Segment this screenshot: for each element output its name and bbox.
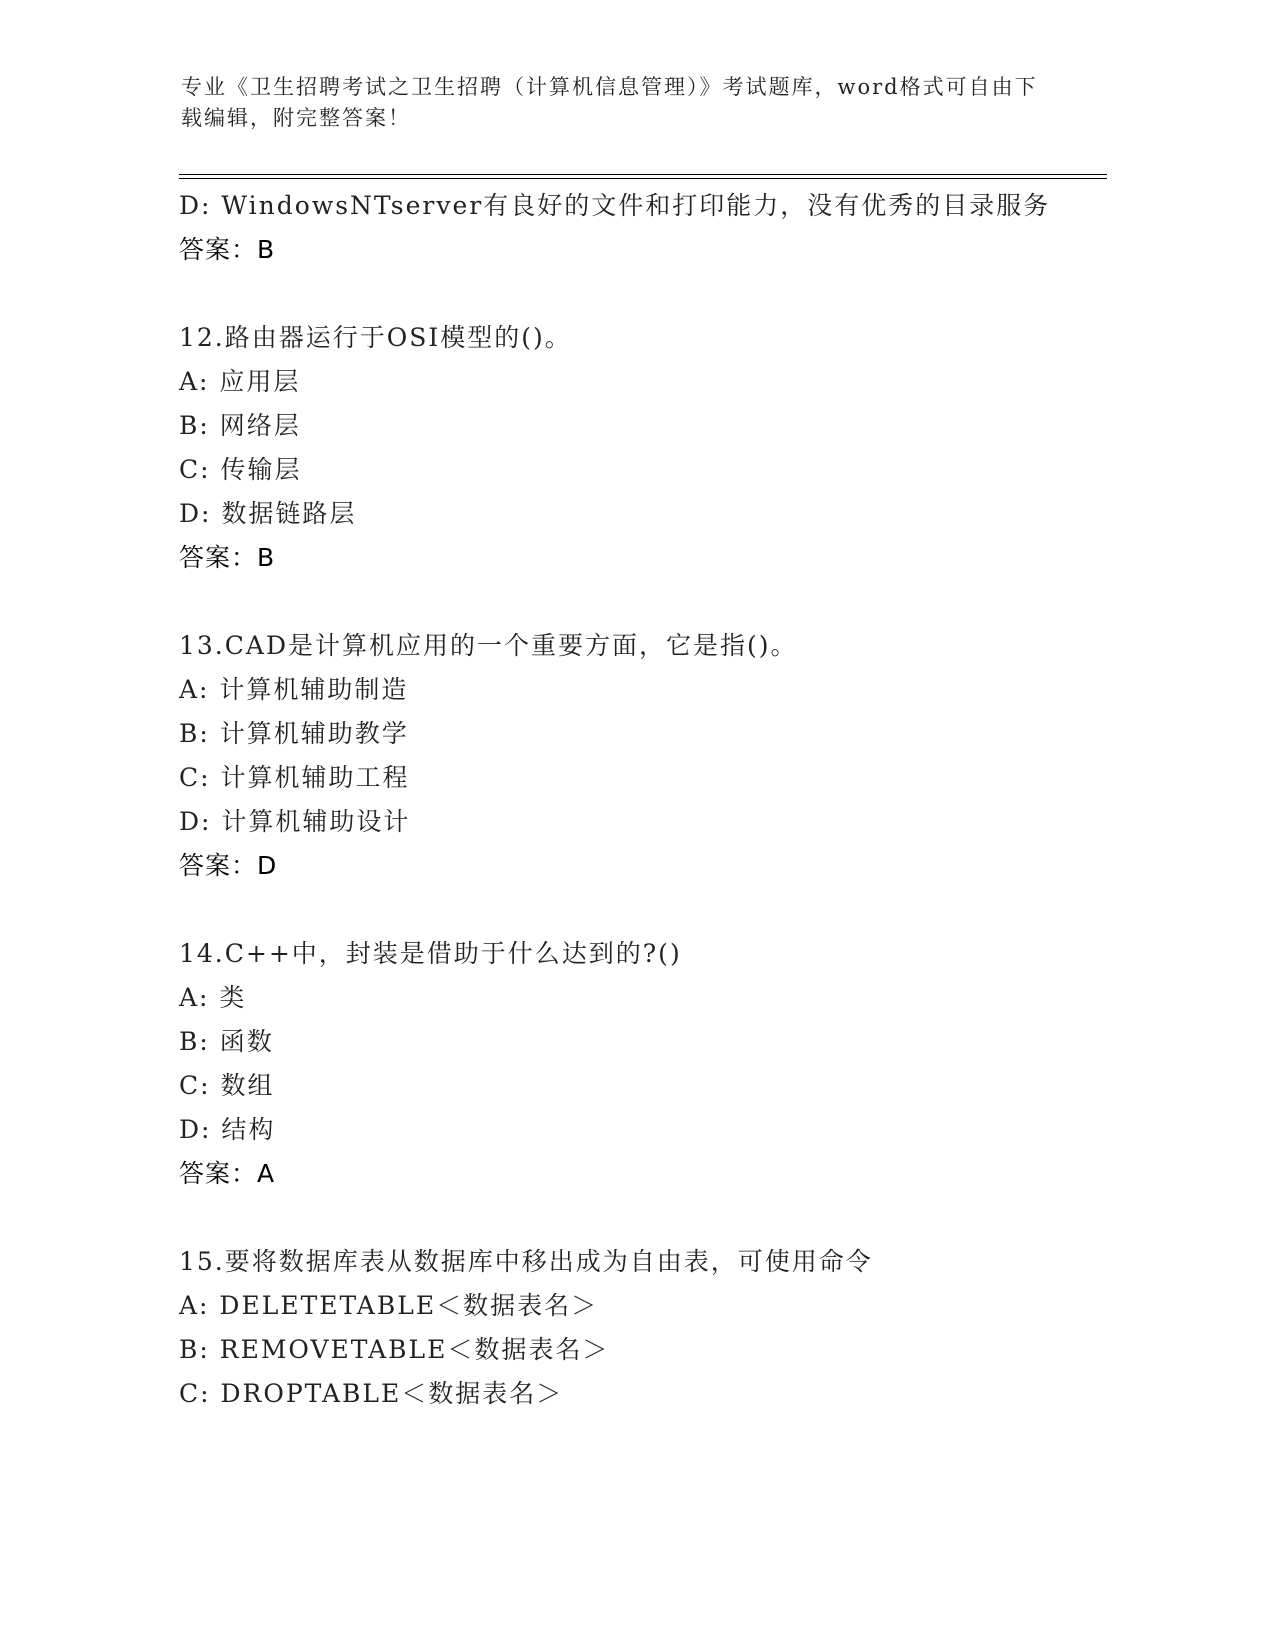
spacer <box>179 580 1119 624</box>
option-a: A: DELETETABLE＜数据表名＞ <box>179 1291 599 1320</box>
spacer <box>179 888 1119 932</box>
option-b: B: 网络层 <box>179 411 301 440</box>
spacer <box>179 272 1119 316</box>
spacer <box>179 1196 1119 1240</box>
option-d: D: 数据链路层 <box>179 499 357 528</box>
option-d: D: WindowsNTserver有良好的文件和打印能力，没有优秀的目录服务 <box>179 191 1051 220</box>
header-rule-top <box>179 174 1107 175</box>
page-header: 专业《卫生招聘考试之卫生招聘（计算机信息管理）》考试题库，word格式可自由下载编辑，附完整答案！ <box>181 75 1038 130</box>
option-b: B: 函数 <box>179 1027 274 1056</box>
question-12 <box>179 316 1119 580</box>
option-a: A: 应用层 <box>179 367 301 396</box>
option-c: C: 传输层 <box>179 455 302 484</box>
option-c: C: 数组 <box>179 1071 275 1100</box>
option-d: D: 结构 <box>179 1115 276 1144</box>
option-b: B: 计算机辅助教学 <box>179 719 409 748</box>
question-15 <box>179 1240 1119 1416</box>
question-14 <box>179 932 1119 1196</box>
header-rule-bottom <box>179 178 1107 179</box>
answer-line: 答案：A <box>179 1159 276 1188</box>
option-c: C: DROPTABLE＜数据表名＞ <box>179 1379 564 1408</box>
answer-line: 答案：D <box>179 851 278 880</box>
option-b: B: REMOVETABLE＜数据表名＞ <box>179 1335 610 1364</box>
question-stem: 14.C++中，封装是借助于什么达到的?() <box>179 939 682 968</box>
answer-line: 答案：B <box>179 235 276 264</box>
option-c: C: 计算机辅助工程 <box>179 763 410 792</box>
question-stem: 15.要将数据库表从数据库中移出成为自由表，可使用命令 <box>179 1247 873 1276</box>
question-stem: 12.路由器运行于OSI模型的()。 <box>179 323 572 352</box>
question-13 <box>179 624 1119 888</box>
question-content <box>179 184 1119 1416</box>
option-a: A: 类 <box>179 983 247 1012</box>
question-stem: 13.CAD是计算机应用的一个重要方面，它是指()。 <box>179 631 798 660</box>
answer-line: 答案：B <box>179 543 276 572</box>
option-a: A: 计算机辅助制造 <box>179 675 409 704</box>
option-d: D: 计算机辅助设计 <box>179 807 411 836</box>
question-11-continuation <box>179 184 1119 272</box>
